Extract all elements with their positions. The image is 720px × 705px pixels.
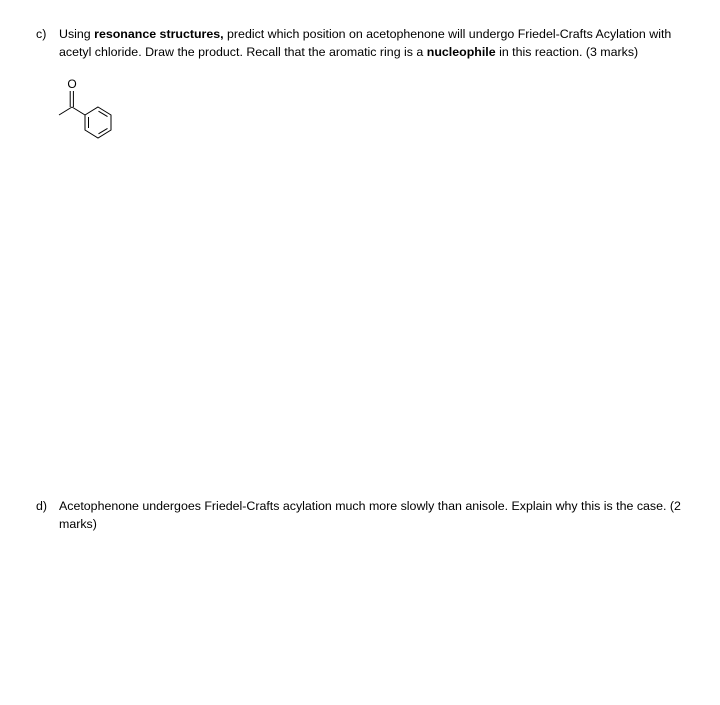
question-d-text: Acetophenone undergoes Friedel-Crafts acylation much more slowly than anisole. Explain why this is the case. (2 marks) — [59, 499, 681, 531]
ring-attachment-bond — [72, 107, 85, 115]
question-c-text-part-3: in this reaction. (3 marks) — [495, 45, 639, 59]
question-c-bold-resonance: resonance structures, — [94, 27, 224, 41]
acetophenone-drawing — [56, 77, 140, 155]
question-c-bold-nucleophile: nucleophile — [426, 45, 496, 59]
question-c-label: c) — [36, 27, 47, 41]
question-c-text-part-1: Using — [59, 27, 95, 41]
oxygen-atom-label: O — [67, 77, 77, 91]
methyl-bond — [59, 107, 72, 115]
acetophenone-structure — [56, 77, 140, 155]
question-d-label: d) — [36, 499, 48, 513]
question-c-text — [59, 25, 699, 61]
question-c-text-part-2: predict which position on acetophenone will undergo Friedel-Crafts Acylation with acetyl chloride. Draw the product. Recall that the aromatic ring is a — [59, 27, 672, 59]
